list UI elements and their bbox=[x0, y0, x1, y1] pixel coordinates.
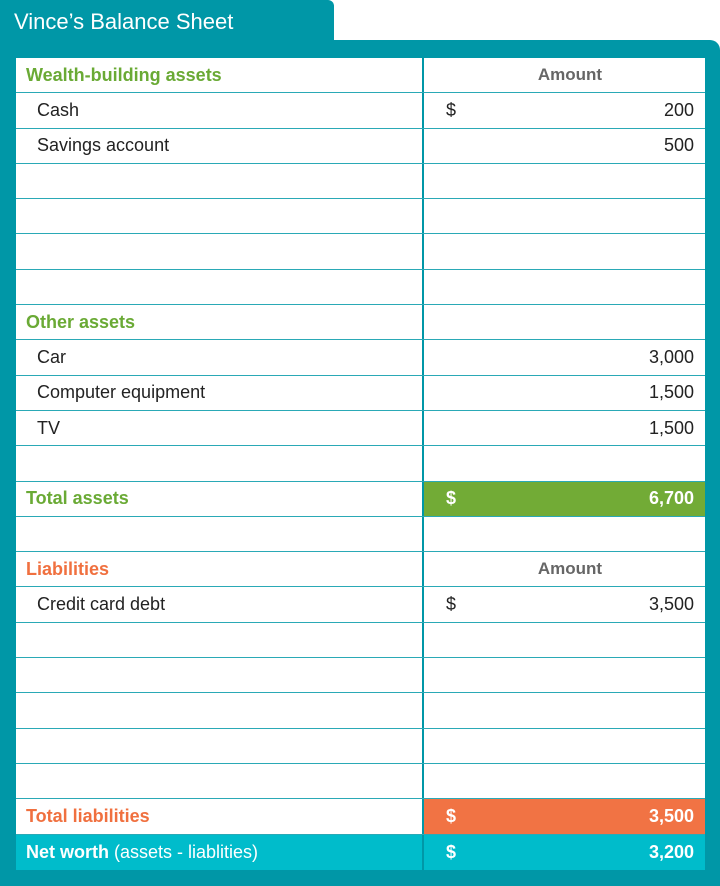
table-row bbox=[16, 129, 705, 164]
row-amount: 1,500 bbox=[648, 417, 694, 438]
currency-symbol: $ bbox=[446, 841, 457, 862]
empty-row bbox=[16, 517, 705, 552]
empty-row bbox=[16, 623, 705, 658]
empty-row bbox=[16, 199, 705, 234]
total-liabilities-label: Total liabilities bbox=[16, 799, 424, 833]
table-row bbox=[16, 93, 705, 128]
currency-symbol: $ bbox=[446, 805, 457, 826]
empty-row bbox=[16, 729, 705, 764]
total-liabilities-amount: 3,500 bbox=[648, 805, 694, 826]
currency-symbol: $ bbox=[446, 594, 457, 615]
table-row bbox=[16, 376, 705, 411]
empty-row bbox=[16, 164, 705, 199]
row-amount: 500 bbox=[663, 135, 694, 156]
liabilities-header-row bbox=[16, 552, 705, 587]
currency-symbol: $ bbox=[446, 488, 457, 509]
row-label: Car bbox=[16, 340, 424, 374]
title-tab bbox=[0, 0, 334, 60]
row-label: Cash bbox=[16, 93, 424, 127]
other-assets-header: Other assets bbox=[16, 305, 424, 339]
amount-column-header: Amount bbox=[537, 65, 603, 85]
empty-row bbox=[16, 693, 705, 728]
empty-row bbox=[16, 270, 705, 305]
total-assets-label: Total assets bbox=[16, 482, 424, 516]
currency-symbol: $ bbox=[446, 99, 457, 120]
table-row bbox=[16, 411, 705, 446]
net-worth-row bbox=[16, 835, 705, 870]
row-label: TV bbox=[16, 411, 424, 445]
table-row bbox=[16, 340, 705, 375]
row-label: Credit card debt bbox=[16, 587, 424, 621]
net-worth-amount: 3,200 bbox=[648, 841, 694, 862]
row-amount: 200 bbox=[663, 99, 694, 120]
table-row bbox=[16, 587, 705, 622]
total-liabilities-row bbox=[16, 799, 705, 834]
empty-row bbox=[16, 658, 705, 693]
row-label: Computer equipment bbox=[16, 376, 424, 410]
total-assets-row bbox=[16, 482, 705, 517]
empty-row bbox=[16, 764, 705, 799]
row-label: Savings account bbox=[16, 129, 424, 163]
assets-header-row bbox=[16, 58, 705, 93]
amount-column-header: Amount bbox=[537, 559, 603, 579]
row-amount: 3,000 bbox=[648, 347, 694, 368]
page-title: Vince’s Balance Sheet bbox=[14, 9, 234, 34]
row-amount: 1,500 bbox=[648, 382, 694, 403]
row-amount: 3,500 bbox=[648, 594, 694, 615]
total-assets-amount: 6,700 bbox=[648, 488, 694, 509]
empty-row bbox=[16, 234, 705, 269]
assets-section-header: Wealth-building assets bbox=[16, 58, 424, 92]
net-worth-title: Net worth bbox=[26, 841, 109, 862]
other-assets-header-row bbox=[16, 305, 705, 340]
empty-row bbox=[16, 446, 705, 481]
liabilities-section-header: Liabilities bbox=[16, 552, 424, 586]
net-worth-sublabel: (assets - liablities) bbox=[114, 841, 259, 862]
balance-sheet-table bbox=[16, 58, 705, 870]
net-worth-label bbox=[16, 835, 424, 870]
